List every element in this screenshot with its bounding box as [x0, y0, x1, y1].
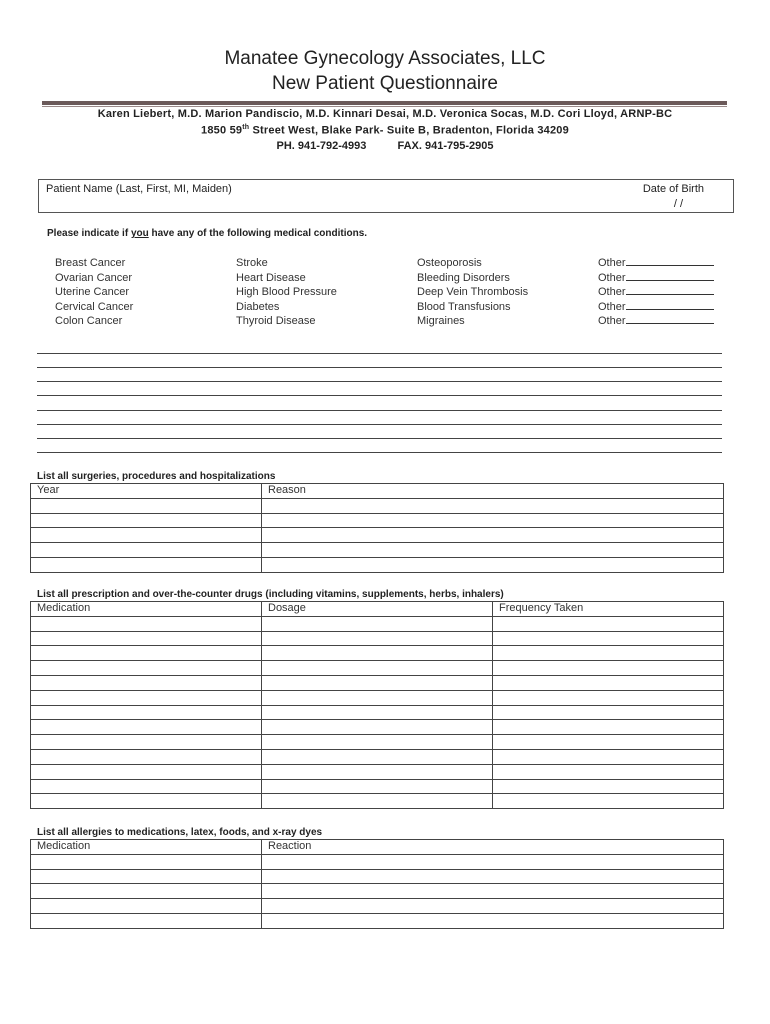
table-cell[interactable]	[493, 646, 724, 661]
table-row	[31, 720, 724, 735]
table-cell[interactable]	[31, 749, 262, 764]
other-field[interactable]	[626, 300, 714, 310]
table-header-row	[31, 484, 724, 499]
table-cell[interactable]	[262, 749, 493, 764]
other-label: Other	[598, 315, 626, 328]
condition-item[interactable]: Blood Transfusions	[417, 300, 511, 313]
other-condition	[598, 314, 714, 329]
medications-table	[30, 601, 724, 809]
table-cell[interactable]	[262, 513, 724, 528]
surgeries-heading: List all surgeries, procedures and hospitalizations	[37, 471, 276, 482]
notes-line[interactable]	[37, 452, 722, 453]
table-cell[interactable]	[493, 675, 724, 690]
table-cell[interactable]	[493, 661, 724, 676]
table-cell[interactable]	[262, 528, 724, 543]
table-cell[interactable]	[31, 779, 262, 794]
condition-item[interactable]: Diabetes	[236, 300, 280, 313]
medications-heading: List all prescription and over-the-counter drugs (including vitamins, supplements, herbs, inhalers)	[37, 589, 504, 600]
table-cell[interactable]	[262, 779, 493, 794]
other-label: Other	[598, 286, 626, 299]
table-cell[interactable]	[493, 764, 724, 779]
table-cell[interactable]	[493, 616, 724, 631]
other-field[interactable]	[626, 314, 714, 324]
table-cell[interactable]	[31, 794, 262, 809]
condition-item[interactable]: Stroke	[236, 257, 268, 269]
table-cell[interactable]	[31, 869, 262, 884]
allergy-medication-column-header: Medication	[31, 840, 262, 855]
table-row	[31, 543, 724, 558]
table-row	[31, 616, 724, 631]
table-header-row	[31, 840, 724, 855]
other-condition	[598, 285, 714, 300]
other-label: Other	[598, 271, 626, 284]
header-divider	[42, 101, 727, 105]
condition-item[interactable]: Ovarian Cancer	[55, 271, 133, 284]
table-cell[interactable]	[262, 690, 493, 705]
header-divider-thin	[42, 106, 727, 107]
table-row	[31, 764, 724, 779]
providers-list: Karen Liebert, M.D. Marion Pandiscio, M.D. Kinnari Desai, M.D. Veronica Socas, M.D. Cori Lloyd, ARNP-BC	[97, 108, 673, 120]
table-cell[interactable]	[31, 661, 262, 676]
other-condition	[598, 300, 714, 315]
table-cell[interactable]	[262, 899, 724, 914]
table-cell[interactable]	[493, 690, 724, 705]
condition-item[interactable]: Uterine Cancer	[55, 286, 129, 299]
conditions-column-2	[236, 256, 337, 329]
condition-item[interactable]: Thyroid Disease	[236, 315, 316, 328]
notes-line[interactable]	[37, 381, 722, 382]
table-cell[interactable]	[493, 720, 724, 735]
notes-line[interactable]	[37, 367, 722, 368]
table-row	[31, 675, 724, 690]
table-cell[interactable]	[31, 528, 262, 543]
dob-label: Date of Birth	[642, 183, 704, 195]
table-cell[interactable]	[493, 749, 724, 764]
table-row	[31, 528, 724, 543]
table-cell[interactable]	[262, 794, 493, 809]
patient-info-box[interactable]	[38, 179, 734, 213]
table-cell[interactable]	[262, 557, 724, 572]
other-field[interactable]	[626, 285, 714, 295]
other-label: Other	[598, 300, 626, 313]
form-title: New Patient Questionnaire	[271, 73, 498, 94]
table-cell[interactable]	[31, 631, 262, 646]
reaction-column-header: Reaction	[262, 840, 724, 855]
allergies-table	[30, 839, 724, 929]
table-cell[interactable]	[493, 779, 724, 794]
dob-field[interactable]: / /	[673, 198, 683, 210]
frequency-column-header: Frequency Taken	[493, 602, 724, 617]
contact-line	[0, 140, 770, 152]
table-row	[31, 690, 724, 705]
table-cell[interactable]	[262, 631, 493, 646]
conditions-column-4	[598, 256, 714, 329]
practice-title: Manatee Gynecology Associates, LLC	[224, 48, 546, 69]
table-cell[interactable]	[262, 913, 724, 928]
other-field[interactable]	[626, 256, 714, 266]
condition-item[interactable]: Deep Vein Thrombosis	[417, 286, 529, 299]
medication-column-header: Medication	[31, 602, 262, 617]
table-cell[interactable]	[262, 735, 493, 750]
table-row	[31, 513, 724, 528]
condition-item[interactable]: Migraines	[417, 315, 465, 328]
condition-item[interactable]: Osteoporosis	[417, 257, 482, 269]
condition-item[interactable]: Cervical Cancer	[55, 300, 134, 313]
other-field[interactable]	[626, 271, 714, 281]
table-cell[interactable]	[31, 690, 262, 705]
table-cell[interactable]	[262, 543, 724, 558]
conditions-prompt-post: have any of the following medical conditions.	[148, 228, 368, 239]
table-row	[31, 913, 724, 928]
condition-item[interactable]: Bleeding Disorders	[417, 271, 510, 284]
notes-line[interactable]	[37, 395, 722, 396]
table-cell[interactable]	[31, 513, 262, 528]
table-cell[interactable]	[31, 735, 262, 750]
table-cell[interactable]	[31, 720, 262, 735]
address-number: 1850 59	[201, 124, 243, 137]
other-condition	[598, 271, 714, 286]
table-cell[interactable]	[493, 631, 724, 646]
dosage-column-header: Dosage	[262, 602, 493, 617]
table-cell[interactable]	[31, 764, 262, 779]
address-ordinal: th	[242, 124, 250, 131]
condition-item[interactable]: Breast Cancer	[55, 257, 126, 269]
table-cell[interactable]	[31, 646, 262, 661]
reason-column-header: Reason	[262, 484, 724, 499]
practice-address	[0, 124, 770, 137]
notes-line[interactable]	[37, 424, 722, 425]
table-cell[interactable]	[31, 543, 262, 558]
phone-number: PH. 941-792-4993	[276, 140, 367, 152]
table-row	[31, 498, 724, 513]
notes-line[interactable]	[37, 353, 722, 354]
table-cell[interactable]	[31, 705, 262, 720]
condition-item[interactable]: High Blood Pressure	[236, 286, 337, 299]
table-header-row	[31, 602, 724, 617]
table-cell[interactable]	[262, 498, 724, 513]
table-cell[interactable]	[262, 646, 493, 661]
table-cell[interactable]	[262, 705, 493, 720]
table-cell[interactable]	[31, 675, 262, 690]
fax-number: FAX. 941-795-2905	[397, 140, 494, 152]
table-cell[interactable]	[262, 720, 493, 735]
table-row	[31, 794, 724, 809]
table-row	[31, 646, 724, 661]
table-cell[interactable]	[31, 913, 262, 928]
table-cell[interactable]	[493, 794, 724, 809]
table-row	[31, 869, 724, 884]
conditions-column-3	[417, 256, 528, 329]
table-cell[interactable]	[262, 661, 493, 676]
table-cell[interactable]	[31, 616, 262, 631]
table-cell[interactable]	[31, 854, 262, 869]
table-cell[interactable]	[493, 705, 724, 720]
condition-item[interactable]: Heart Disease	[236, 271, 306, 284]
other-label: Other	[598, 257, 626, 269]
table-cell[interactable]	[31, 557, 262, 572]
notes-line[interactable]	[37, 438, 722, 439]
allergies-heading: List all allergies to medications, latex, foods, and x-ray dyes	[37, 827, 323, 838]
conditions-prompt-pre: Please indicate if	[47, 228, 131, 239]
table-row	[31, 749, 724, 764]
table-cell[interactable]	[31, 884, 262, 899]
table-row	[31, 631, 724, 646]
table-row	[31, 705, 724, 720]
table-cell[interactable]	[262, 764, 493, 779]
year-column-header: Year	[31, 484, 262, 499]
table-row	[31, 661, 724, 676]
table-cell[interactable]	[262, 616, 493, 631]
patient-name-label: Patient Name (Last, First, MI, Maiden)	[46, 183, 232, 195]
table-cell[interactable]	[31, 498, 262, 513]
surgeries-table	[30, 483, 724, 573]
conditions-column-1	[55, 256, 133, 329]
table-cell[interactable]	[262, 869, 724, 884]
conditions-prompt	[47, 228, 367, 239]
table-cell[interactable]	[262, 675, 493, 690]
conditions-prompt-you: you	[130, 228, 149, 239]
table-row	[31, 557, 724, 572]
condition-item[interactable]: Colon Cancer	[55, 315, 123, 328]
notes-line[interactable]	[37, 410, 722, 411]
table-cell[interactable]	[31, 899, 262, 914]
table-row	[31, 779, 724, 794]
table-row	[31, 884, 724, 899]
table-row	[31, 735, 724, 750]
table-row	[31, 899, 724, 914]
address-street: Street West, Blake Park- Suite B, Bradenton, Florida 34209	[249, 124, 569, 137]
other-condition	[598, 256, 714, 271]
table-row	[31, 854, 724, 869]
table-cell[interactable]	[493, 735, 724, 750]
table-cell[interactable]	[262, 854, 724, 869]
table-cell[interactable]	[262, 884, 724, 899]
